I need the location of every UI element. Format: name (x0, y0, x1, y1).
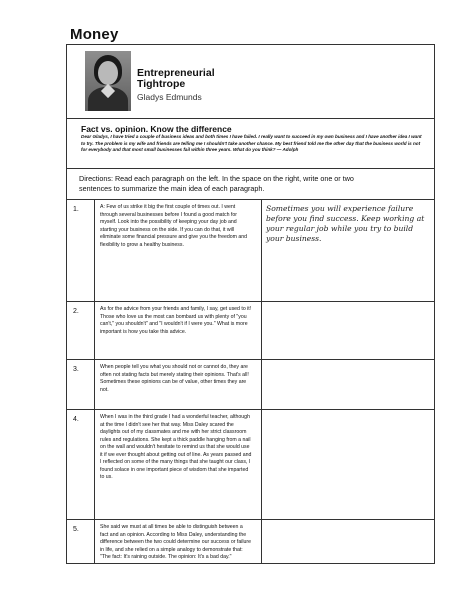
fact-heading: Fact vs. opinion. Know the difference (81, 124, 232, 134)
table-row (67, 302, 434, 360)
column-author: Gladys Edmunds (137, 92, 202, 102)
table-row (67, 200, 434, 302)
reader-letter: Dear Gladys, I have tried a couple of business ideas and both times I have failed. I really want to succeed in my own business and I have another idea I want to try. The problem is my wife and friends are telling me I shouldn't take another chance. My best friend told me the other day that the business world is not for everybody and that most small businesses fail within three years. What do you think? — Adolph (81, 134, 422, 152)
table-row (67, 360, 434, 410)
paragraph-text: When people tell you what you should not or cannot do, they are often not stating facts but merely stating their opinions. That's all! Sometimes these opinions can be of value, other times they are not. (100, 364, 249, 393)
paragraph-text: She said we must at all times be able to distinguish between a fact and an opinion. According to Miss Daley, understanding the difference between the two could determine our success or failure in life, and she relied on a simple analogy to demonstrate that: "The fact: It's raining outside. The opinion: It's a bad day." (100, 524, 252, 560)
column-title-line1: Entrepreneurial (137, 67, 215, 79)
row-number: 2. (73, 308, 79, 315)
paragraph-text: A: Few of us strike it big the first couple of times out. I went through several businesses before I found a good match for myself. Look into the possibility of keeping your day job and starting your business on the side. If you can do that, it will eliminate some financial pressure and give you the freedom and flexibility to grow a healthy business. (100, 204, 248, 248)
directions: Directions: Read each paragraph on the left. In the space on the right, write one or two sentences to summarize the main idea of each paragraph. (79, 174, 354, 193)
paragraph-table (67, 199, 434, 564)
worksheet-frame (66, 44, 435, 564)
author-photo (85, 51, 131, 111)
column-title (137, 68, 215, 90)
paragraph-text: When I was in the third grade I had a wonderful teacher, although at the time I didn't see her that way. Miss Daley scared the daylights out of my classmates and me with her strict classroom rules and regulations. She kept a thick paddle hanging from a nail on the wall and wouldn't hesitate to remind us that she would use it if we ever thought about getting out of line. As years passed and I reflected on some of the many things that she taught our class, I found solace in one important piece of wisdom that she imparted to us. (100, 414, 252, 480)
row-number: 1. (73, 206, 79, 213)
row-number: 3. (73, 366, 79, 373)
row-number: 4. (73, 416, 79, 423)
table-row (67, 410, 434, 520)
column-title-line2: Tightrope (137, 78, 186, 90)
answer-field[interactable]: Sometimes you will experience failure before you find success. Keep working at your regular job while you try to build your business. (266, 204, 425, 243)
paragraph-text: As for the advice from your friends and family, I say, get used to it! Those who love us the most can bombard us with plenty of "you can't," you shouldn't" and "I wouldn't if I were you." What is more important is how you take this advice. (100, 306, 252, 335)
table-row (67, 520, 434, 564)
column-header (67, 45, 434, 119)
fact-section (67, 119, 434, 169)
page-title: Money (70, 26, 119, 43)
row-number: 5. (73, 526, 79, 533)
